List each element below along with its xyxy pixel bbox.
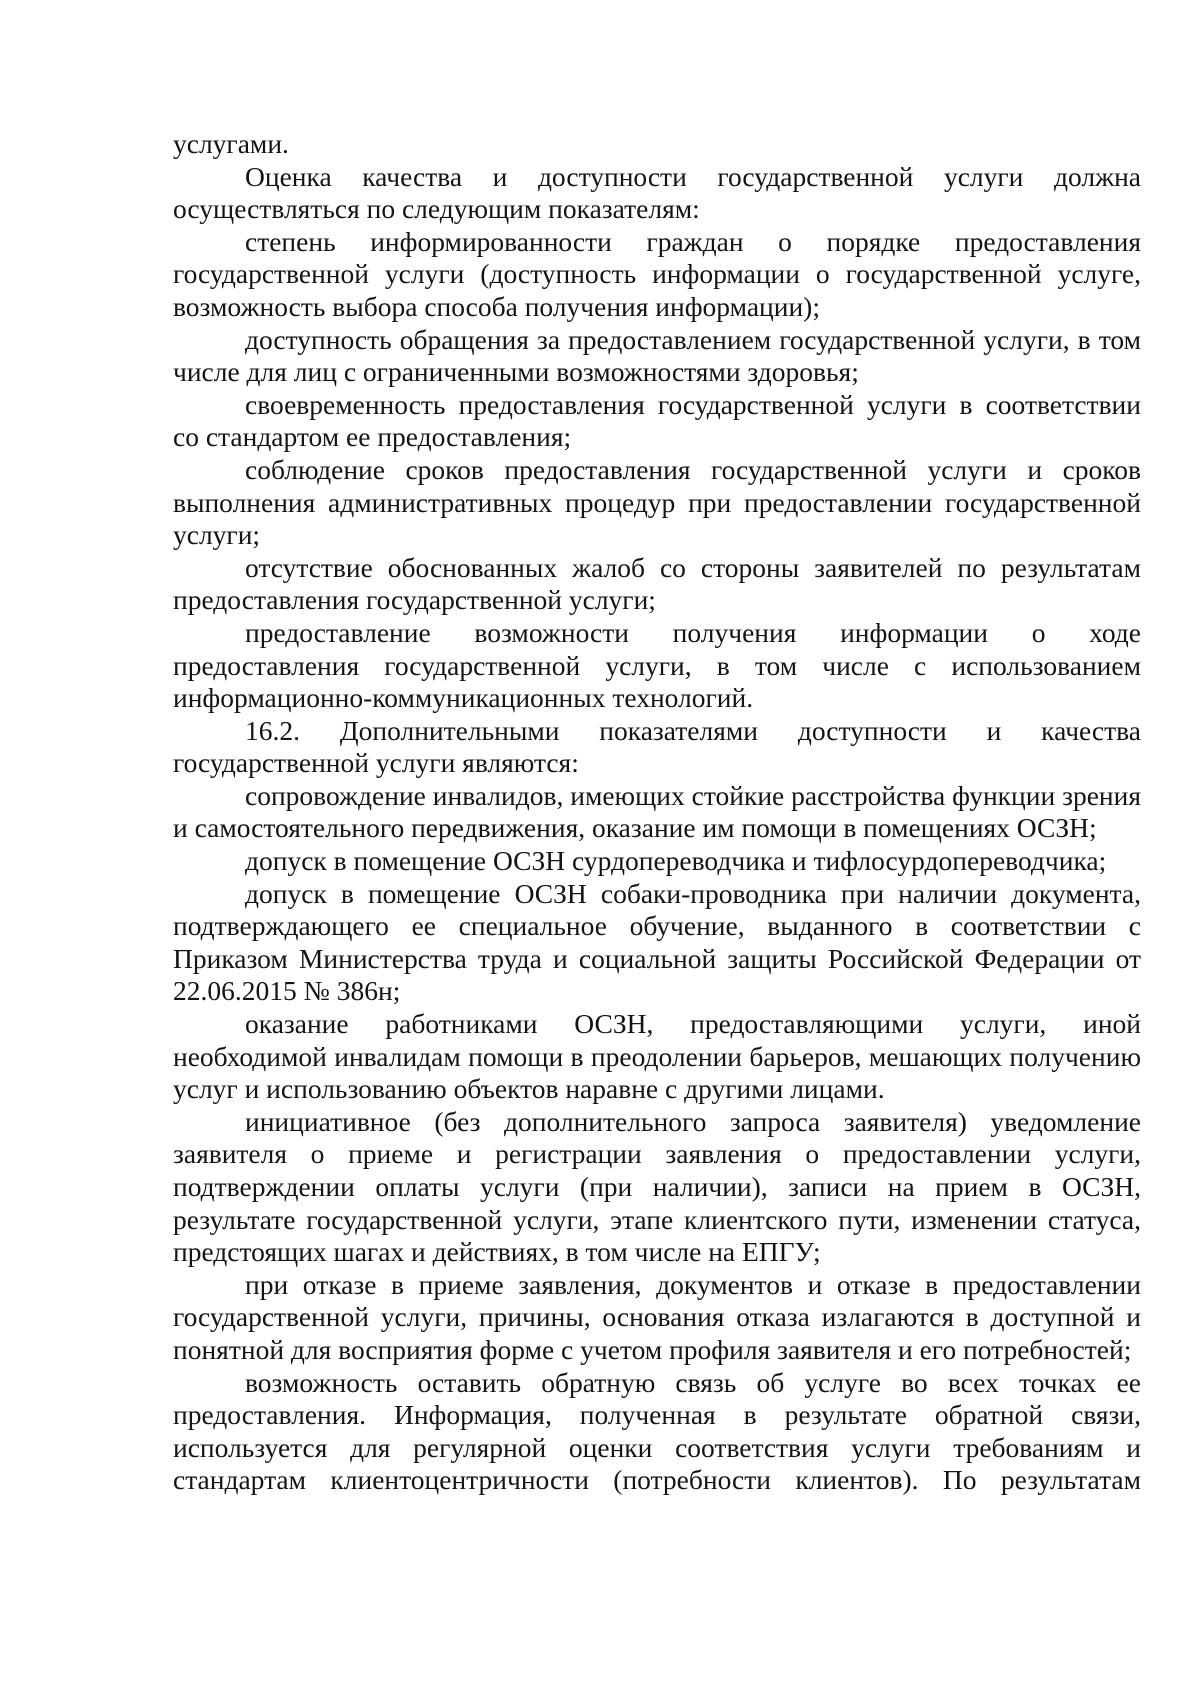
paragraph-deadlines: соблюдение сроков предоставления государственной услуги и сроков выполнения административных процедур при предоставлении государственной услуги;	[173, 453, 1141, 551]
paragraph-staff-assistance: оказание работниками ОСЗН, предоставляющими услуги, иной необходимой инвалидам помощи в преодолении барьеров, мешающих получению услуг и использованию объектов наравне с другими лицами.	[173, 1008, 1141, 1105]
paragraph-accessibility: доступность обращения за предоставлением государственной услуги, в том числе для лиц с ограниченными возможностями здоровья;	[173, 323, 1141, 388]
paragraph-guide-dog: допуск в помещение ОСЗН собаки-проводника при наличии документа, подтверждающего ее специальное обучение, выданного в соответствии с Приказом Министерства труда и социальной защиты Российской Федерации от 22.06.2015 № 386н;	[173, 877, 1141, 1007]
paragraph-sign-interpreter: допуск в помещение ОСЗН сурдопереводчика и тифлосурдопереводчика;	[245, 845, 1107, 877]
paragraph-notification: инициативное (без дополнительного запроса заявителя) уведомление заявителя о приеме и регистрации заявления о предоставлении услуги, подтверждении оплаты услуги (при наличии), записи на прием в ОСЗН, результате государственной услуги, этапе клиентского пути, изменении статуса, предстоящих шагах и действиях, в том числе на ЕПГУ;	[173, 1105, 1141, 1268]
paragraph-continuation: услугами.	[173, 128, 289, 159]
paragraph-informedness: степень информированности граждан о порядке предоставления государственной услуги (доступность информации о государственной услуге, возможность выбора способа получения информации);	[173, 225, 1141, 322]
paragraph-no-complaints: отсутствие обоснованных жалоб со стороны заявителей по результатам предоставления государственной услуги;	[173, 551, 1141, 616]
paragraph-feedback: возможность оставить обратную связь об услуге во всех точках ее предоставления. Информация, полученная в результате обратной связи, используется для регулярной оценки соответствия услуги требованиям и стандартам клиентоцентричности (потребности клиентов). По результатам	[173, 1366, 1141, 1496]
paragraph-timeliness: своевременность предоставления государственной услуги в соответствии со стандартом ее предоставления;	[173, 388, 1141, 453]
paragraph-quality-assessment: Оценка качества и доступности государственной услуги должна осуществляться по следующим показателям:	[173, 160, 1141, 225]
paragraph-refusal-reasons: при отказе в приеме заявления, документов и отказе в предоставлении государственной услуги, причины, основания отказа излагаются в доступной и понятной для восприятия форме с учетом профиля заявителя и его потребностей;	[173, 1268, 1141, 1365]
paragraph-escort-disabled: сопровождение инвалидов, имеющих стойкие расстройства функции зрения и самостоятельного передвижения, оказание им помощи в помещениях ОСЗН;	[173, 779, 1141, 844]
document-body	[173, 128, 1141, 1497]
paragraph-progress-info: предоставление возможности получения информации о ходе предоставления государственной услуги, в том числе с использованием информационно-коммуникационных технологий.	[173, 616, 1141, 714]
paragraph-section-16-2: 16.2. Дополнительными показателями доступности и качества государственной услуги являются:	[173, 714, 1141, 779]
